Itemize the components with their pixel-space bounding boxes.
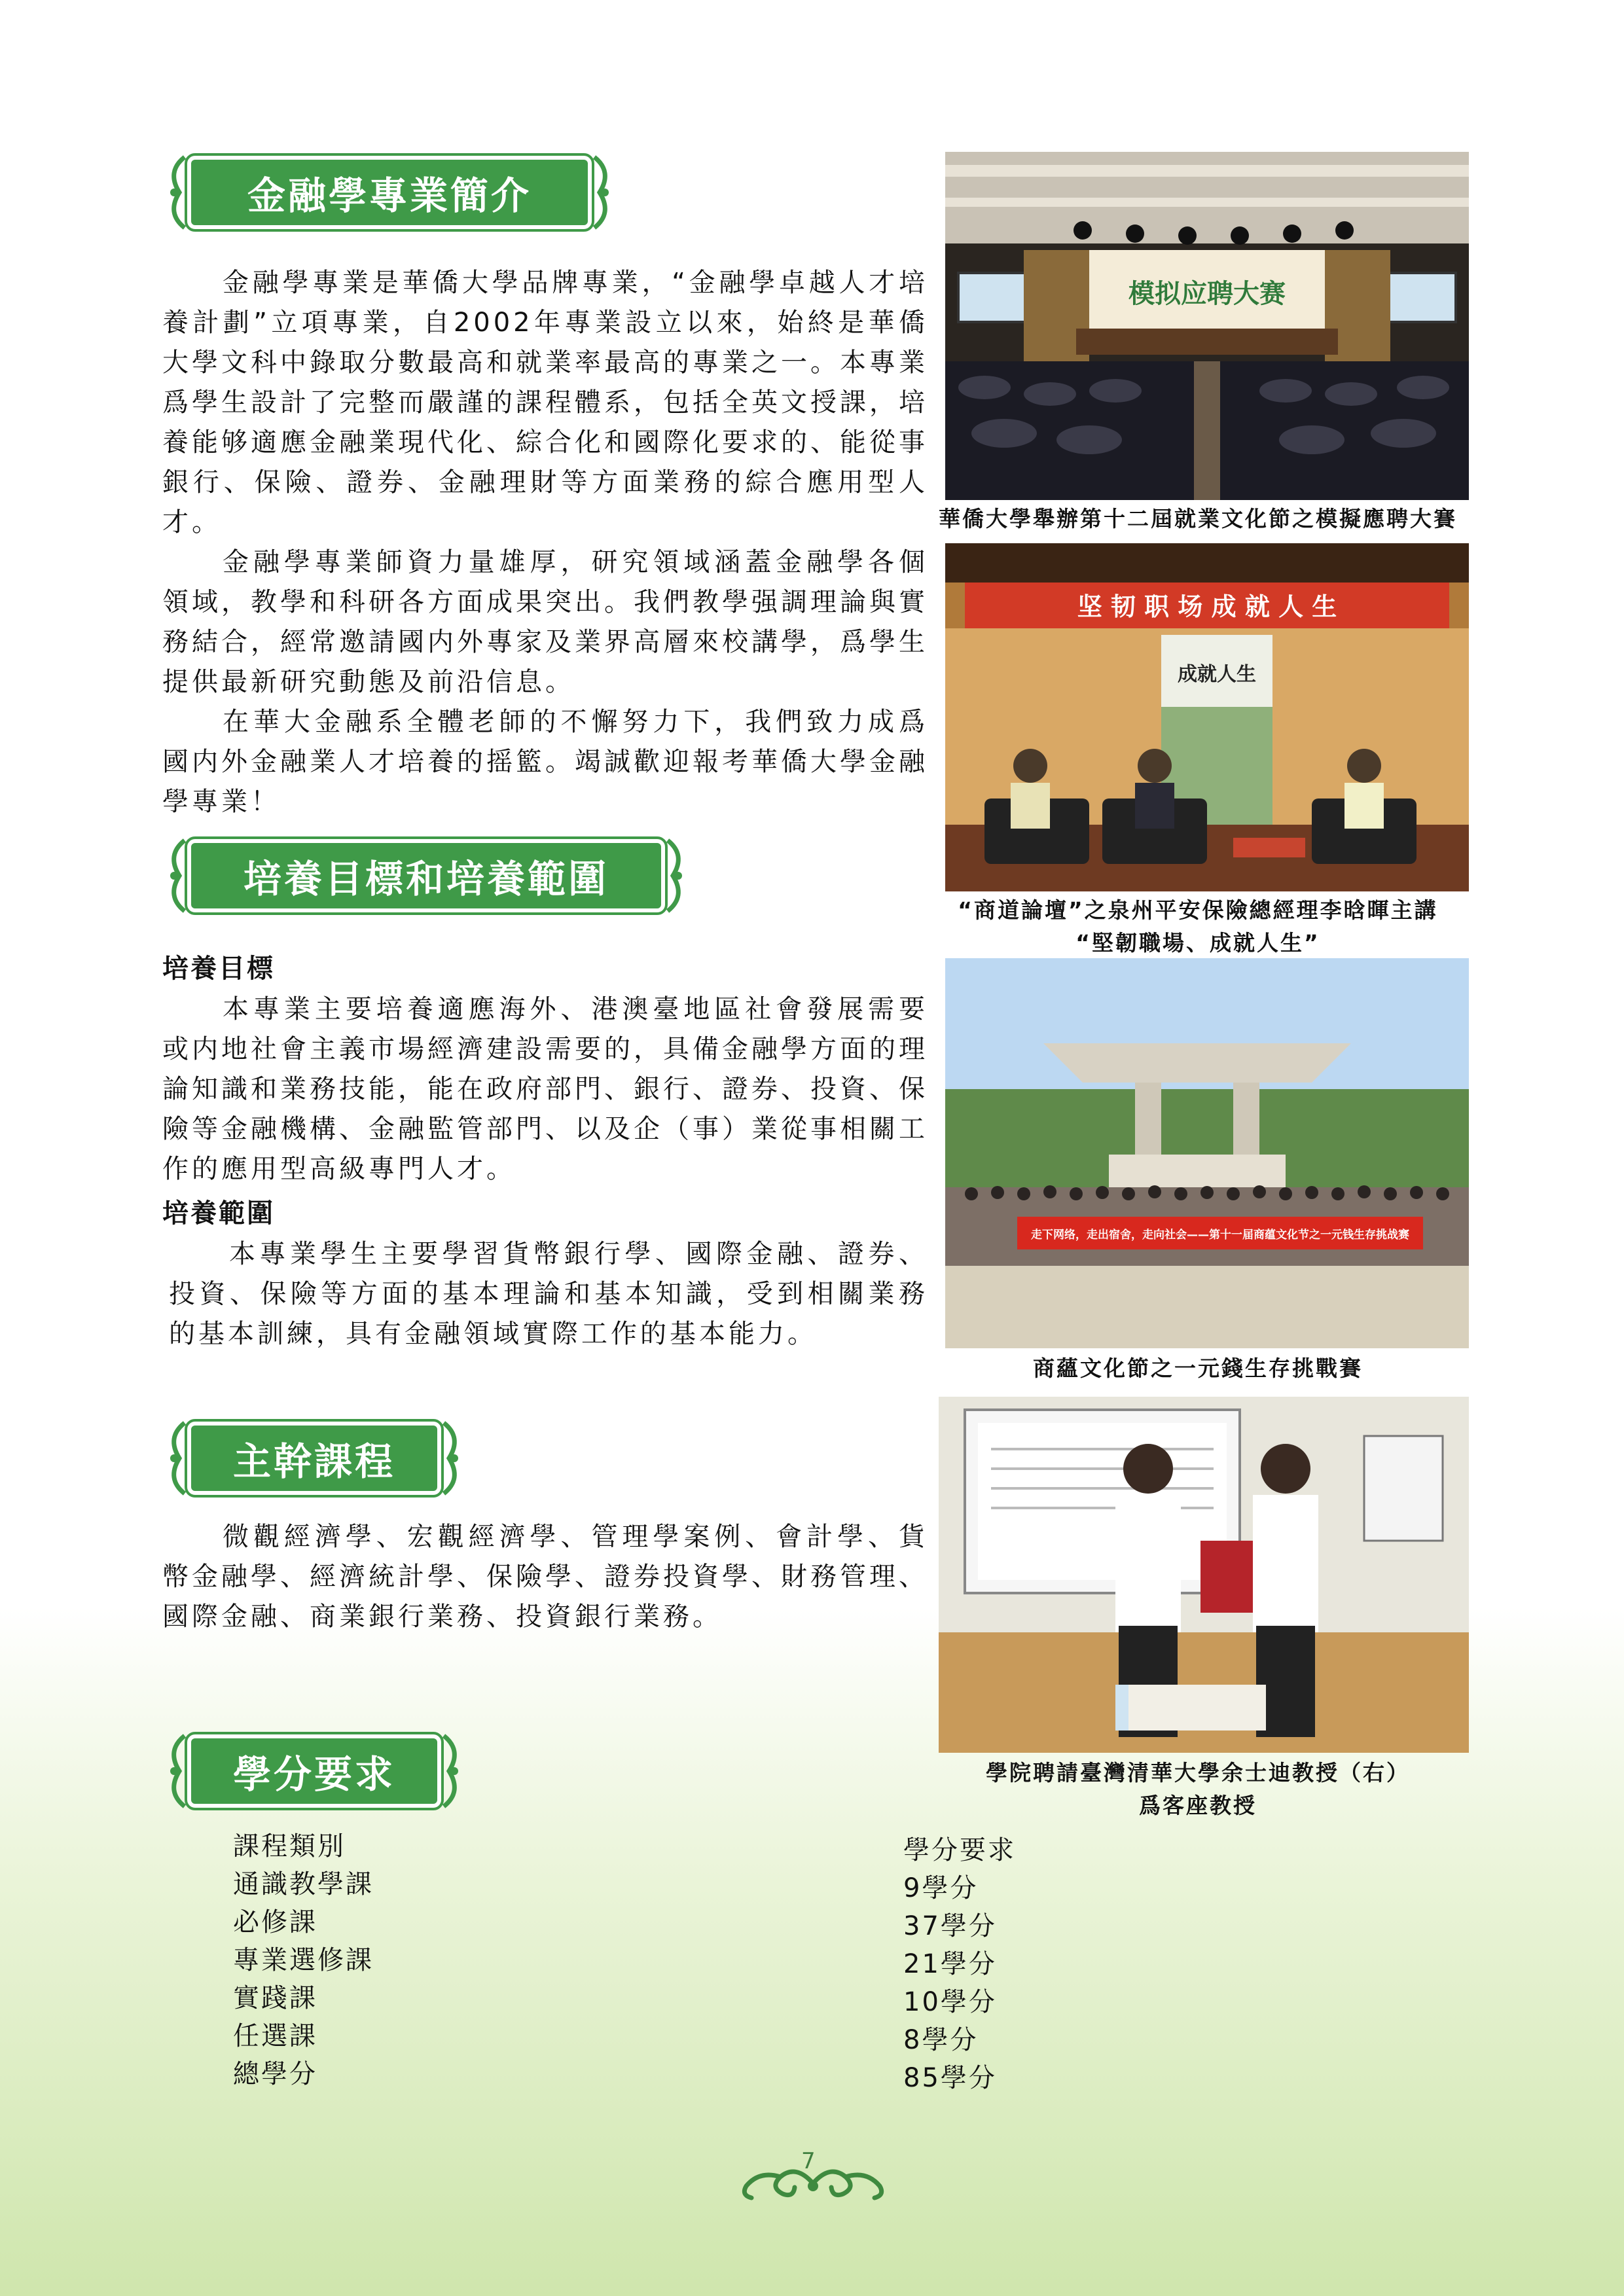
poster-text: 成就人生 bbox=[1178, 663, 1256, 686]
forum-banner-text: 坚 韧 职 场 成 就 人 生 bbox=[1077, 592, 1337, 621]
section-title: 學分要求 bbox=[232, 1752, 395, 1797]
credit-category: 專業選修課 bbox=[233, 1945, 374, 1975]
section-banner-intro bbox=[162, 152, 617, 233]
credit-value-header: 學分要求 bbox=[903, 1835, 1016, 1865]
credit-value-column bbox=[903, 1831, 1016, 2097]
courses-body bbox=[162, 1517, 928, 1637]
credit-category: 必修課 bbox=[233, 1907, 317, 1937]
scroll-ornament-icon bbox=[162, 1418, 189, 1499]
section-title: 主幹課程 bbox=[232, 1439, 395, 1484]
credit-value: 9學分 bbox=[903, 1873, 979, 1903]
stage-screen-text: 模拟应聘大赛 bbox=[1128, 279, 1286, 309]
credit-value: 8學分 bbox=[903, 2025, 979, 2055]
section-banner-credits bbox=[162, 1731, 466, 1812]
section-title: 金融學專業簡介 bbox=[247, 173, 532, 218]
scroll-ornament-icon bbox=[440, 1731, 466, 1812]
scroll-ornament-icon bbox=[162, 1731, 189, 1812]
photo-mock-interview-contest bbox=[945, 152, 1469, 500]
scroll-ornament-icon bbox=[440, 1418, 466, 1499]
photo-caption bbox=[910, 894, 1486, 960]
page-number: 7 bbox=[801, 2148, 816, 2174]
credit-category-column bbox=[233, 1827, 374, 2093]
credit-value: 85學分 bbox=[903, 2063, 997, 2093]
caption-line: 爲客座教授 bbox=[1139, 1793, 1257, 1818]
intro-paragraph: 金融學專業師資力量雄厚，研究領域涵蓋金融學各個領域，教學和科研各方面成果突出。我們教學强調理論與實務結合，經常邀請國内外專家及業界高層來校講學，爲學生提供最新研究動態及前沿信息。 bbox=[162, 547, 928, 697]
section-banner-courses bbox=[162, 1418, 466, 1499]
section-banner-goals bbox=[162, 835, 690, 916]
credit-category-header: 課程類別 bbox=[233, 1831, 346, 1861]
intro-paragraph: 在華大金融系全體老師的不懈努力下，我們致力成爲國内外金融業人才培養的摇籃。竭誠歡迎報考華僑大學金融學專業！ bbox=[162, 707, 928, 817]
credit-category: 總學分 bbox=[233, 2059, 317, 2089]
scroll-ornament-icon bbox=[162, 835, 189, 916]
photo-business-forum bbox=[945, 543, 1469, 891]
goal-heading: 培養目標 bbox=[162, 954, 275, 984]
intro-paragraph: 金融學專業是華僑大學品牌專業，“金融學卓越人才培養計劃”立項專業，自2002年專業設立以來，始終是華僑大學文科中錄取分數最高和就業率最高的專業之一。本專業爲學生設計了完整而嚴謹的課程體系，包括全英文授課，培養能够適應金融業現代化、綜合化和國際化要求的、能從事銀行、保險、證券、金融理財等方面業務的綜合應用型人才。 bbox=[162, 268, 928, 537]
credit-category: 通識教學課 bbox=[233, 1869, 374, 1899]
caption-line: “堅韌職場、成就人生” bbox=[1075, 930, 1320, 956]
scroll-ornament-icon bbox=[590, 152, 617, 233]
scroll-ornament-icon bbox=[664, 835, 690, 916]
credit-value: 21學分 bbox=[903, 1949, 997, 1979]
goal-body bbox=[162, 990, 928, 1189]
photo-caption: 商蘊文化節之一元錢生存挑戰賽 bbox=[1033, 1355, 1363, 1381]
scope-heading: 培養範圍 bbox=[162, 1198, 275, 1229]
photo-caption bbox=[910, 1757, 1486, 1822]
section-title: 培養目標和培養範圍 bbox=[243, 857, 609, 901]
courses-text: 微觀經濟學、宏觀經濟學、管理學案例、會計學、貨幣金融學、經濟統計學、保險學、證券投資學、財務管理、國際金融、商業銀行業務、投資銀行業務。 bbox=[162, 1522, 928, 1632]
credit-category: 實踐課 bbox=[233, 1983, 317, 2013]
credit-value: 10學分 bbox=[903, 1987, 997, 2017]
intro-body bbox=[162, 263, 928, 822]
photo-visiting-professor bbox=[939, 1397, 1469, 1753]
goal-text: 本專業主要培養適應海外、港澳臺地區社會發展需要或内地社會主義市場經濟建設需要的，具備金融學方面的理論知識和業務技能，能在政府部門、銀行、證券、投資、保險等金融機構、金融監管部門、以及企（事）業從事相關工作的應用型高級專門人才。 bbox=[162, 994, 928, 1184]
caption-line: 學院聘請臺灣清華大學余士迪教授（右） bbox=[986, 1760, 1410, 1785]
photo-caption: 華僑大學舉辦第十二屆就業文化節之模擬應聘大賽 bbox=[939, 506, 1457, 531]
credit-category: 任選課 bbox=[233, 2021, 317, 2051]
floral-ornament-icon bbox=[737, 2157, 889, 2210]
caption-line: “商道論壇”之泉州平安保險總經理李晗暉主講 bbox=[958, 897, 1438, 923]
credit-value: 37學分 bbox=[903, 1911, 997, 1941]
scope-text: 本專業學生主要學習貨幣銀行學、國際金融、證券、投資、保險等方面的基本理論和基本知識，受到相關業務的基本訓練，具有金融領域實際工作的基本能力。 bbox=[169, 1239, 928, 1349]
scope-body bbox=[169, 1234, 928, 1354]
scroll-ornament-icon bbox=[162, 152, 189, 233]
photo-survival-challenge bbox=[945, 958, 1469, 1348]
challenge-banner-text: 走下网络，走出宿舍，走向社会——第十一届商蕴文化节之一元钱生存挑战赛 bbox=[1031, 1229, 1409, 1242]
